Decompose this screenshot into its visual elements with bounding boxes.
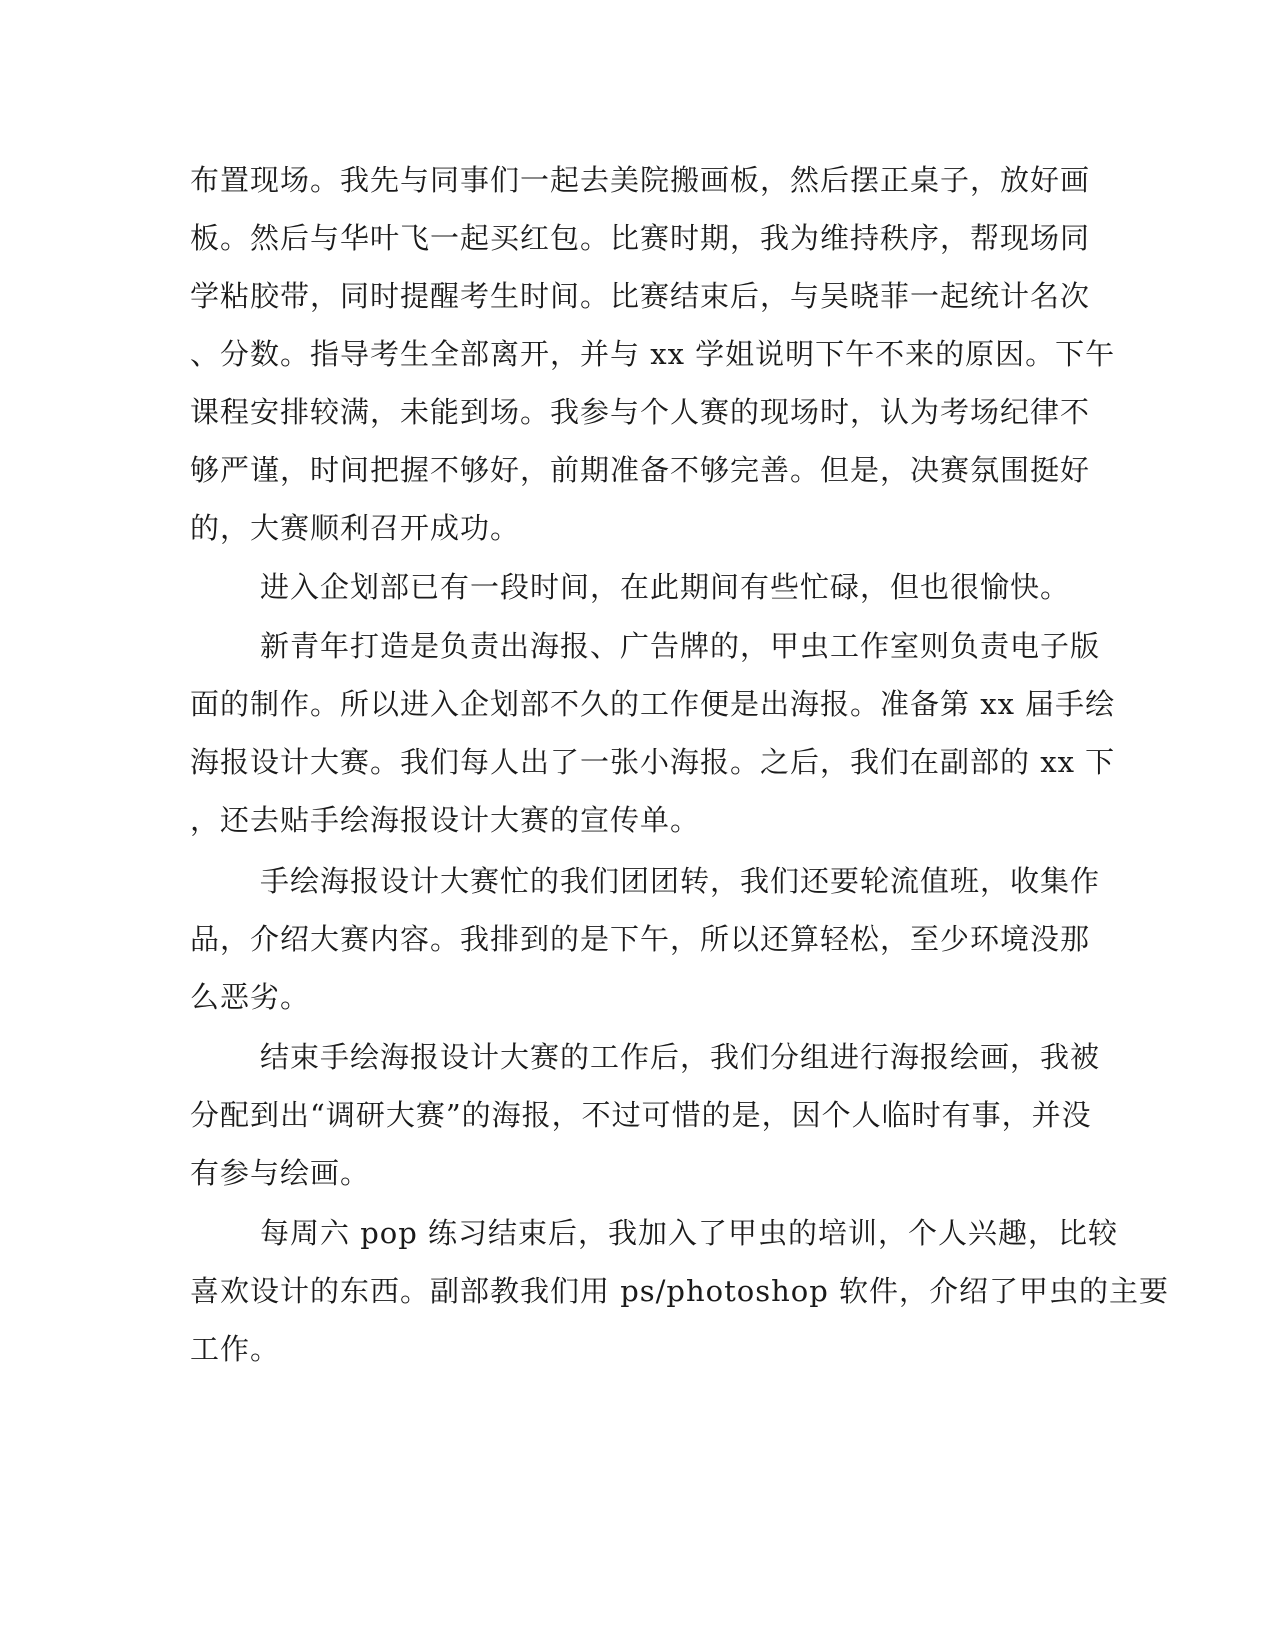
text-line: 么恶劣。	[190, 980, 311, 1014]
text-line: 结束手绘海报设计大赛的工作后，我们分组进行海报绘画，我被	[260, 1040, 1101, 1074]
text-line: 手绘海报设计大赛忙的我们团团转，我们还要轮流值班，收集作	[260, 864, 1101, 898]
text-line: 布置现场。我先与同事们一起去美院搬画板，然后摆正桌子，放好画	[190, 163, 1091, 197]
text-line: 海报设计大赛。我们每人出了一张小海报。之后，我们在副部的 xx 下	[190, 745, 1116, 779]
text-line: 课程安排较满，未能到场。我参与个人赛的现场时，认为考场纪律不	[190, 395, 1091, 429]
text-line: 品，介绍大赛内容。我排到的是下午，所以还算轻松，至少环境没那	[190, 922, 1091, 956]
text-line: 板。然后与华叶飞一起买红包。比赛时期，我为维持秩序，帮现场同	[190, 221, 1091, 255]
text-line: 学粘胶带，同时提醒考生时间。比赛结束后，与吴晓菲一起统计名次	[190, 279, 1091, 313]
text-line: 分配到出“调研大赛”的海报，不过可惜的是，因个人临时有事，并没	[190, 1098, 1092, 1132]
text-line: 面的制作。所以进入企划部不久的工作便是出海报。准备第 xx 届手绘	[190, 687, 1116, 721]
text-line: 工作。	[190, 1332, 281, 1366]
text-line: 够严谨，时间把握不够好，前期准备不够完善。但是，决赛氛围挺好	[190, 453, 1091, 487]
text-line: 进入企划部已有一段时间，在此期间有些忙碌，但也很愉快。	[260, 570, 1071, 604]
text-line: 每周六 pop 练习结束后，我加入了甲虫的培训，个人兴趣，比较	[260, 1216, 1119, 1250]
text-line: 新青年打造是负责出海报、广告牌的，甲虫工作室则负责电子版	[260, 629, 1101, 663]
text-line: 喜欢设计的东西。副部教我们用 ps/photoshop 软件，介绍了甲虫的主要	[190, 1274, 1170, 1308]
text-line: 有参与绘画。	[190, 1156, 371, 1190]
text-line: ，还去贴手绘海报设计大赛的宣传单。	[190, 803, 701, 837]
text-line: 的，大赛顺利召开成功。	[190, 511, 521, 545]
text-line: 、分数。指导考生全部离开，并与 xx 学姐说明下午不来的原因。下午	[190, 337, 1116, 371]
